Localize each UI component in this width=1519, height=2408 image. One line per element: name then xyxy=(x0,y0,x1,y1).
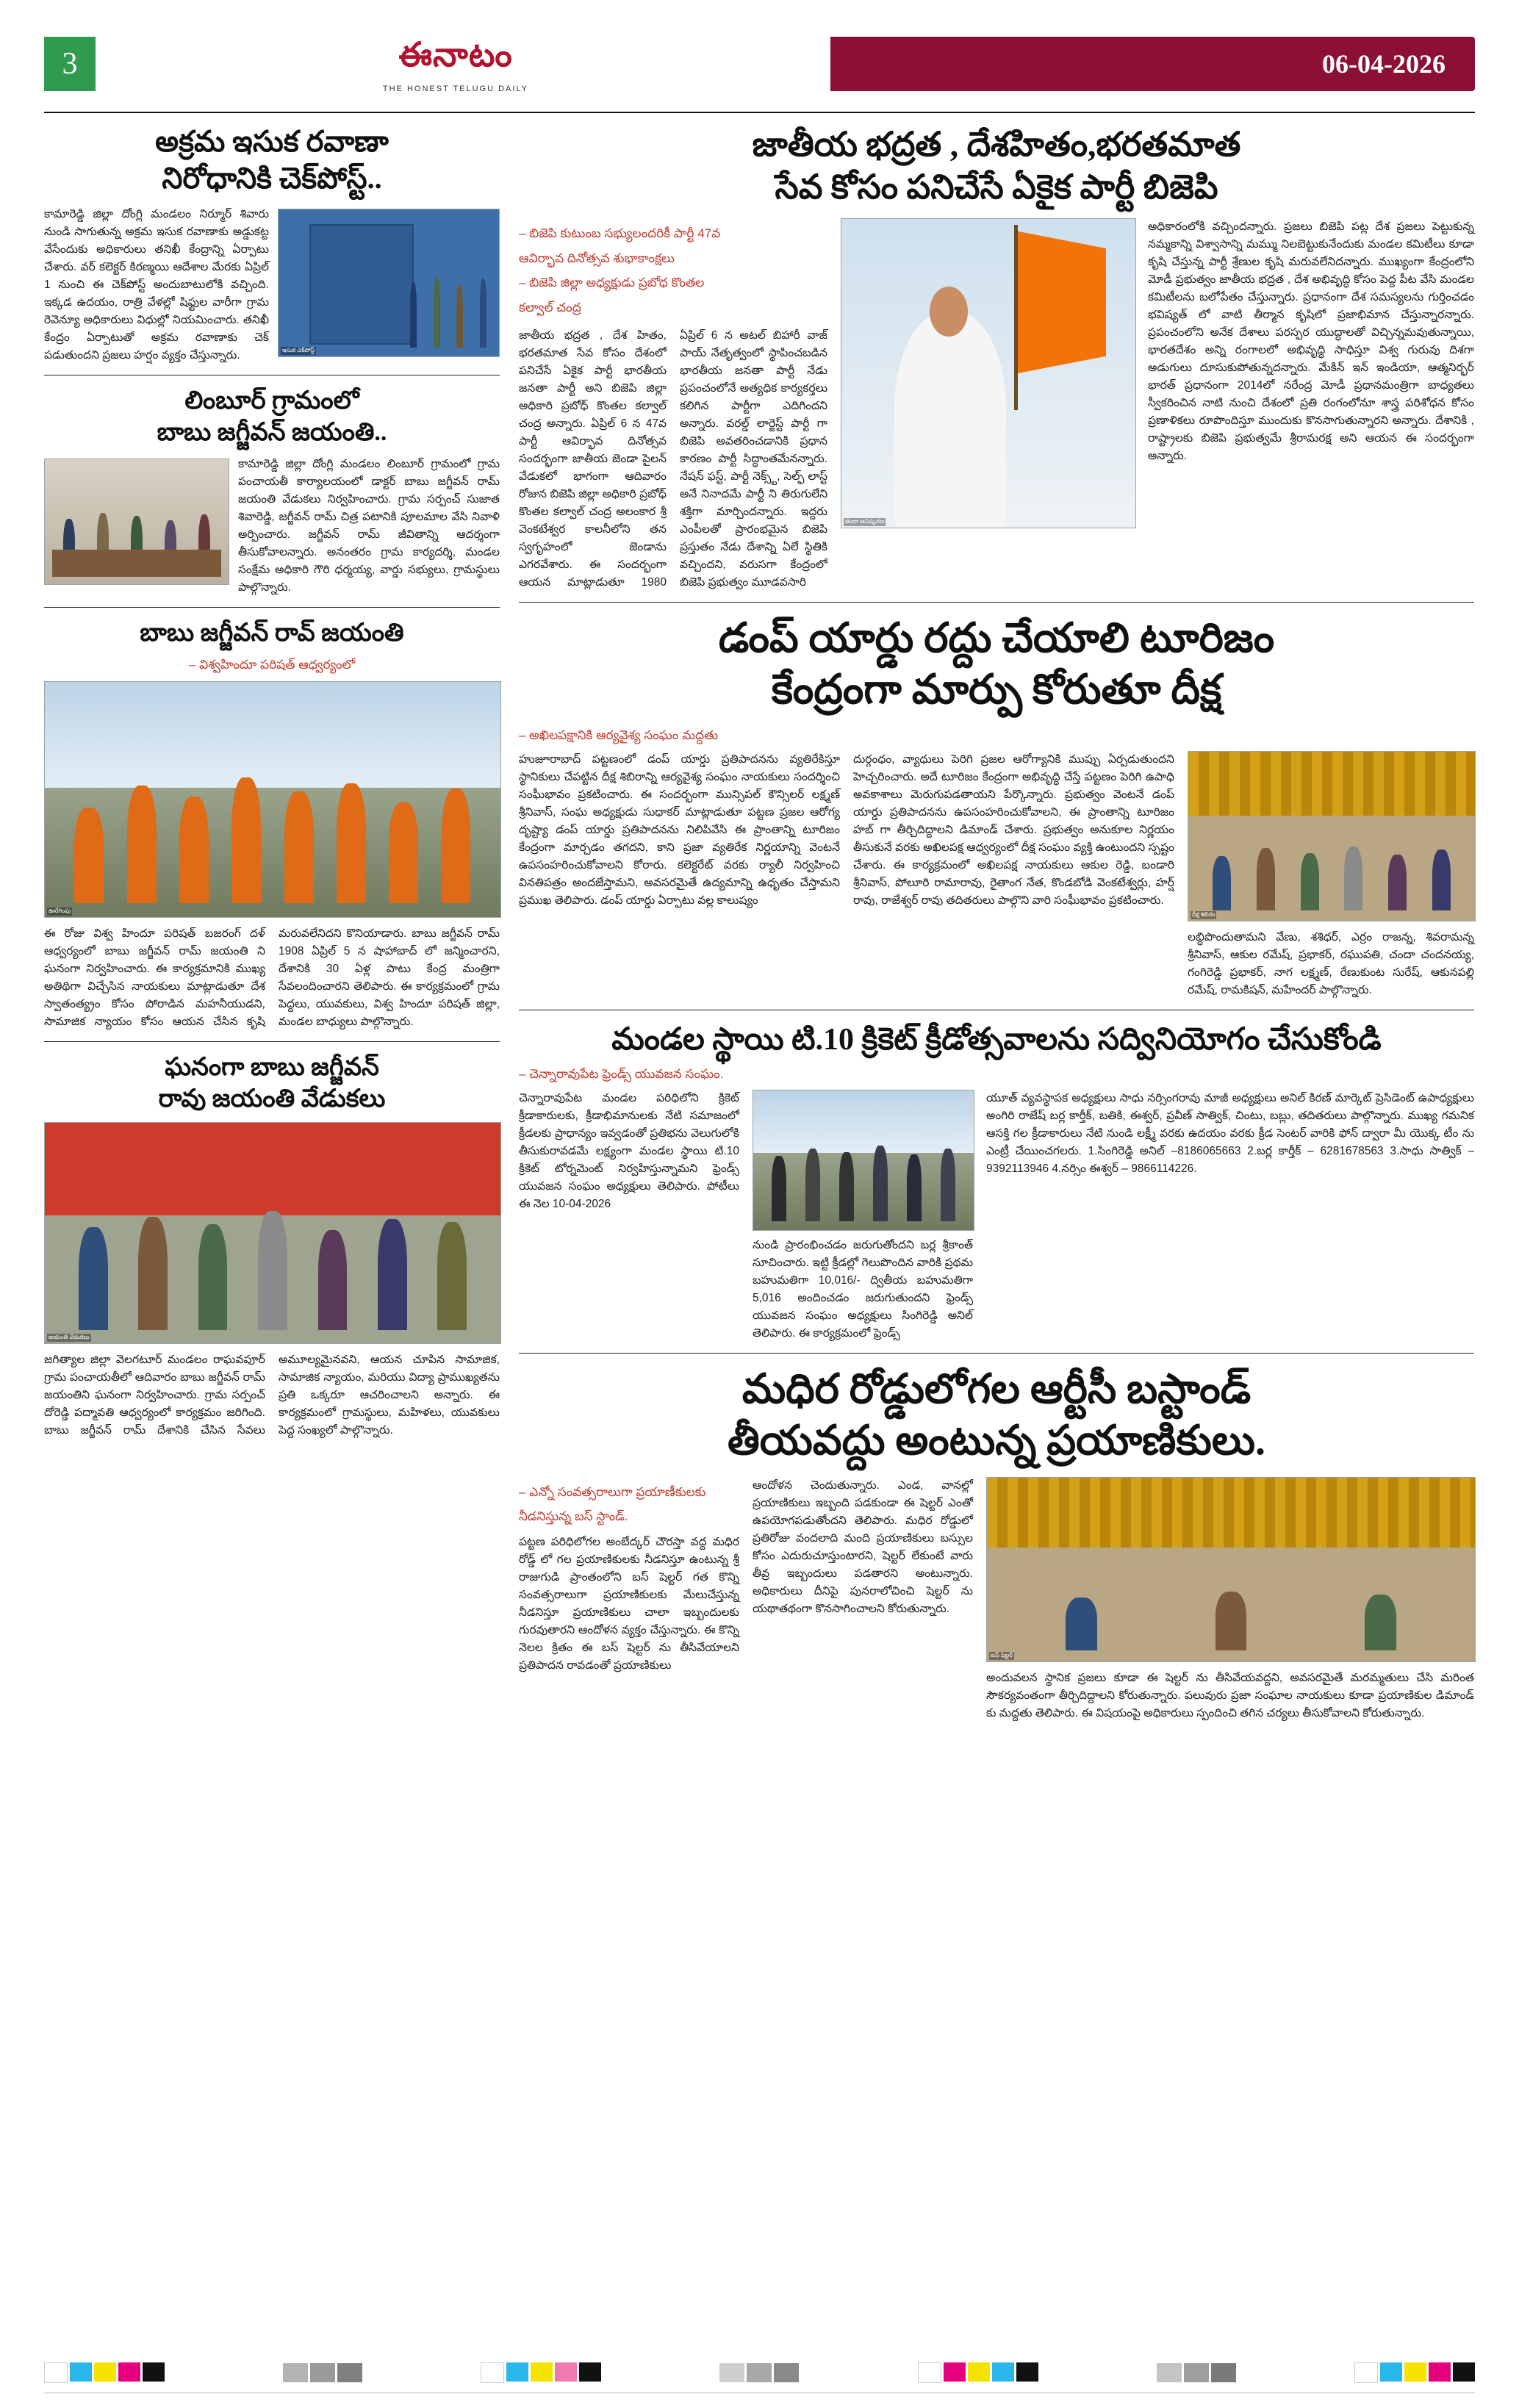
cb-group-4 xyxy=(719,2363,799,2382)
article-headline-line2: రావు జయంతి వేడుకలు xyxy=(158,1085,386,1113)
article-body-col3: లబ్ధిపొందుతామని వేణు, శశిధర్, ఎర్రం రాజన్న, శివరామన్న శ్రీనివాస్, ఆకుల రమేష్, ప్రభాకర్, రఘుపతి, చందా చందనయ్య, గంగిరెడ్డి ప్రభాకర్, నాగ లక్ష్మణ్, రేణుకుంట సురేష్, ఆకునపల్లి రమేష్, రామకిషన్, మహేందర్ పాల్గొన్నారు. xyxy=(1188,930,1474,996)
swatch xyxy=(1211,2363,1236,2382)
cb-group-7 xyxy=(1354,2362,1475,2383)
swatch xyxy=(506,2362,528,2382)
swatch xyxy=(1404,2362,1426,2382)
article-kicker-line1: – ఎన్నో సంవత్సరాలుగా ప్రయాణీకులకు xyxy=(519,1484,706,1499)
article-headline: మధిర రోడ్డులోగల ఆర్టీసీ బస్టాండ్ xyxy=(741,1366,1252,1412)
article-jagjivan-vhp xyxy=(44,618,500,1031)
logo-title: ఈనాటం xyxy=(398,35,513,73)
article-kicker: – చెన్నారావుపేట ఫ్రెండ్స్ యువజన సంఘం. xyxy=(519,1067,724,1082)
swatch xyxy=(1429,2362,1451,2382)
right-column xyxy=(519,123,1474,1722)
photo-caption: జెండా ఆవిష్కరణ xyxy=(845,518,885,525)
swatch xyxy=(481,2362,504,2383)
swatch xyxy=(918,2362,941,2383)
color-calibration-bar xyxy=(44,2362,1475,2383)
swatch xyxy=(531,2362,553,2382)
article-headline-line2: తీయవద్దు అంటున్న ప్రయాణికులు. xyxy=(727,1417,1266,1464)
article-kicker-line1: – బిజెపి కుటుంబ సభ్యులందరికీ పార్టీ 47వ xyxy=(519,226,721,240)
swatch xyxy=(283,2363,308,2382)
article-body: జగిత్యాల జిల్లా వెలగటూర్ మండలం రాఘవపూర్ గ్రామ పంచాయతీలో ఆదివారం బాబు జగ్జీవన్ రామ్ జయంతిని ఘనంగా నిర్వహించారు. గ్రామ సర్పంచ్ దోరెడ్డి పద్మావతి ఆధ్వర్యంలో కార్యక్రమం జరిగింది. బాబు జగ్జీవన్ రామ్ దేశానికి చేసిన సేవలు అమూల్యమైనవని, ఆయన చూపిన సామాజిక, సామాజిక న్యాయం, మరియు విద్యా ప్రాముఖ్యతను ప్రతి ఒక్కరూ ఆచరించాలని అన్నారు. ఈ కార్యక్రమంలో గ్రామస్థులు, మహిళలు, యువకులు పెద్ద సంఖ్యలో పాల్గొన్నారు. xyxy=(44,1354,500,1437)
article-jagjivan-raghavapur xyxy=(44,1052,500,1440)
article-photo xyxy=(44,459,229,585)
page-content xyxy=(44,123,1475,1722)
cb-group-5 xyxy=(918,2362,1038,2383)
article-headline-line2: సేవ కోసం పనిచేసే ఏకైక పార్టీ బిజెపి xyxy=(775,168,1218,206)
photo-caption: దీక్ష శిబిరం xyxy=(1192,910,1215,918)
swatch xyxy=(968,2362,990,2382)
article-cricket-tournament xyxy=(519,1021,1474,1343)
photo-caption: ఊరేగింపు xyxy=(49,908,71,915)
article-kicker-line2: ఆవిర్భావ దినోత్సవ శుభాకాంక్షలు xyxy=(519,251,675,265)
article-body-col3: యూత్ వ్యవస్థాపక అధ్యక్షులు సాధు నర్సింగరావు మాజీ అధ్యక్షులు అనిల్ కిరణ్ మార్కెట్ ప్రెసిడెంట్ ఉపాధ్యక్షులు అంగిరి రాజేష్ బర్ల కార్తీక్, బతికి, ఈశ్వర్, ప్రవీణ్ సాత్విక్, చింటు, బబ్లు, తదితరులు పాల్గొన్నారు. ముఖ్య గమనిక ఆసక్తి గల క్రీడాకారులు నేటి నుండి లక్ష్మీ వరకు ఉదయం వరకు క్రీడ సెంటర్ వారికి ఫోన్ ద్వారా మీ యొక్క టీం ను ఎంట్రీ చేయించగలరు. 1.సింగిరెడ్డి అనిల్ –8186065663 2.బర్ల కార్తీక్ – 6281678563 3.సాధు సాత్విక్ – 9392113946 4.నర్సిం ఈశ్వర్ – 9866114226. xyxy=(986,1091,1474,1175)
article-kicker-line2: నీడనిస్తున్న బస్ స్టాండ్. xyxy=(519,1509,628,1524)
article-body-col2: నుండి ప్రారంభించడం జరుగుతోందని బర్ల శ్రీకాంత్ సూచించారు. ఇట్టి క్రీడల్లో గెలుపొందిన వారికి ప్రథమ బహుమతిగా 10,016/- ద్వితీయ బహుమతిగా 5,016 అందించడం జరుగుతుందని ఫ్రెండ్స్ యువజన సంఘం అధ్యక్షులు సింగిరెడ్డి అనిల్ తెలిపారు. ఈ కార్యక్రమంలో ఫ్రెండ్స్ xyxy=(753,1238,973,1340)
article-kicker: – అఖిలపక్షానికి ఆర్యవైశ్య సంఘం మద్దతు xyxy=(519,728,719,743)
swatch xyxy=(1354,2362,1378,2383)
swatch xyxy=(310,2363,335,2382)
article-body-col2: దుర్గంధం, వ్యాధులు పెరిగి ప్రజల ఆరోగ్యానికి ముప్పు ఏర్పడుతుందని హెచ్చరించారు. అదే టూరిజం కేంద్రంగా అభివృద్ధి చేస్తే పట్టణం పెరిగి ఉపాధి అవకాశాలు మెరుగుపడతాయని పేర్కొన్నారు. ప్రభుత్వం వెంటనే డంప్ యార్డు ప్రతిపాదనను ఉపసంహరించుకోవాలని, ఈ ప్రాంతాన్ని టూరిజం హబ్ గా తీర్చిదిద్దాలని డిమాండ్ చేశారు. ప్రభుత్వం అనుకూల నిర్ణయం తీసుకునే వరకు అఖిలపక్ష ఆధ్వర్యంలో దీక్ష సంఘం వ్యక్తి ఉంటుందని స్పష్టం చేశారు. ఈ కార్యక్రమంలో అఖిలపక్ష నాయకులు ఆకుల రెడ్డి, బండారి శ్రీనివాస్, పోలూరి రామారావు, రైతాంగ నేత, కొండబోడి వెంకటేశ్వర్లు, హర్ష్ రావు, రాజేశ్వర్ రావు తదితరులు పాల్గొని వారి సంఘీభావం ప్రకటించారు. xyxy=(853,752,1174,907)
cb-group-1 xyxy=(44,2362,165,2383)
publication-date: 06-04-2026 xyxy=(1322,49,1446,79)
article-bus-stand xyxy=(519,1364,1474,1722)
article-body-col2: ఆందోళన చెందుతున్నారు. ఎండ, వానల్లో ప్రయాణికులు ఇబ్బంది పడకుండా ఈ షెల్టర్ ఎంతో ఉపయోగపడుతోందని తెలిపారు. మధిర రోడ్డులో ప్రతిరోజు వందలాది మంది ప్రయాణికులు బస్సుల కోసం ఎదురుచూస్తుంటారని, షెల్టర్ లేకుంటే వారు తీవ్ర ఇబ్బందులు పడతారని అంటున్నారు. అధికారులు దీనిపై పునరాలోచించి షెల్టర్ ను యథాతథంగా కొనసాగించాలని కోరుతున్నారు. xyxy=(753,1478,973,1615)
page-number: 3 xyxy=(44,37,96,91)
article-body: కామారెడ్డి జిల్లా దోంగ్లి మండలం నిర్మూర్ శివారు నుండి సాగుతున్న అక్రమ ఇసుక రవాణాకు అడ్డుకట్ట వేసేందుకు అధికారులు తనిఖీ కేంద్రాన్ని ఏర్పాటు చేశారు. వర్ కలెక్టర్ కిరణ్మయి ఆదేశాల మేరకు ఏప్రిల్ 1 నుంచి ఈ చెక్‌పోస్ట్ అందుబాటులోకి వచ్చింది. ఇక్కడ ఉదయం, రాత్రి వేళల్లో షిఫ్టుల వారీగా గ్రామ రెవెన్యూ అధికారులు విధుల్లో నియమించారు. తనిఖీ కేంద్రం ఏర్పాటుతో అక్రమ రవాణాకు చెక్ పడుతుందని ప్రజలు హర్షం వ్యక్తం చేస్తున్నారు. xyxy=(44,208,269,362)
article-headline: అక్రమ ఇసుక రవాణా xyxy=(155,125,389,158)
article-photo xyxy=(986,1477,1476,1662)
article-body: కామారెడ్డి జిల్లా దోంగ్లి మండలం లింబూర్ గ్రామంలో గ్రామ పంచాయతీ కార్యాలయంలో డాక్టర్ బాబు జగ్జీవన్ రామ్ జయంతి వేడుకలు నిర్వహించారు. గ్రామ సర్పంచ్ సుజాత శివారెడ్డి, జగ్జీవన్ రామ్ చిత్ర పటానికి పూలమాల వేసి నివాళి అర్పించారు. జగ్జీవన్ రామ్ జీవితాన్ని ఆదర్శంగా తీసుకోవాలన్నారు. అనంతరం గ్రామ కార్యదర్శి, మండల సంక్షేమ అధికారి గౌరి ధర్మయ్య, వార్డు సభ్యులు, గ్రామస్థులు పాల్గొన్నారు. xyxy=(238,458,500,594)
article-kicker: – విశ్వహిందూ పరిషత్ ఆధ్వర్యంలో xyxy=(188,657,356,672)
cb-group-3 xyxy=(481,2362,601,2383)
article-photo xyxy=(278,209,500,357)
article-jagjivan-limbur xyxy=(44,386,500,597)
swatch xyxy=(70,2362,92,2382)
article-kicker-line4: కల్వాల్ చంద్ర xyxy=(519,300,581,315)
swatch xyxy=(1184,2363,1209,2382)
swatch xyxy=(719,2363,744,2382)
article-photo xyxy=(44,1122,501,1344)
swatch xyxy=(774,2363,799,2382)
swatch xyxy=(944,2362,966,2382)
logo-subtitle: THE HONEST TELUGU DAILY xyxy=(382,84,529,93)
article-photo xyxy=(44,681,501,918)
swatch xyxy=(992,2362,1014,2382)
article-photo xyxy=(841,218,1136,528)
article-headline: ఘనంగా బాబు జగ్జీవన్ xyxy=(165,1054,379,1082)
swatch xyxy=(555,2362,577,2382)
article-headline-line2: కేంద్రంగా మార్పు కోరుతూ దీక్ష xyxy=(771,667,1222,714)
article-photo xyxy=(753,1090,974,1231)
swatch xyxy=(1016,2362,1038,2382)
cb-group-2 xyxy=(283,2363,362,2382)
article-body-col1: పట్టణ పరిధిలోగల అంబేద్కర్ చౌరస్తా వద్ద మధిర రోడ్డ్ లో గల ప్రయాణికులకు నీడనిస్తూ ఉంటున్న శ్రీ రాజుగుడి ప్రాంతంలోని బస్ షెల్టర్ గత కొన్ని సంవత్సరాలుగా ప్రయాణికులకు మేలుచేస్తున్న నీడనిస్తూ ప్రయాణికులు చాలా ఇబ్బందులకు గురవుతారని ఆందోళన వ్యక్తం చేస్తున్నారు. ఈ కొన్ని నెలల క్రితం ఈ బస్ షెల్టర్ ను తీసివేయాలని ప్రతిపాదన రావడంతో ప్రయాణికులు xyxy=(519,1535,739,1672)
newspaper-logo xyxy=(338,31,573,97)
swatch xyxy=(337,2363,362,2382)
article-body-col1: హుజూరాబాద్ పట్టణంలో డంప్ యార్డు ప్రతిపాదనను వ్యతిరేకిస్తూ స్థానికులు చేపట్టిన దీక్ష శిబిరాన్ని ఆర్యవైశ్య సంఘం నాయకులు సందర్శించి సంఘీభావం ప్రకటించారు. ఈ సందర్భంగా మున్సిపల్ కౌన్సిలర్ లక్ష్మణ్ శ్రీనివాస్, సంఘ అధ్యక్షుడు సుధాకర్ మాట్లాడుతూ పట్టణ ప్రజల ఆరోగ్య దృష్ట్యా డంప్ యార్డు ప్రతిపాదనను నిలిపివేసి ఈ ప్రాంతాన్ని టూరిజం కేంద్రంగా మార్చడం తగదని, కాని ప్రజా వ్యతిరేక నిర్ణయాన్ని వెంటనే ఉపసంహరించుకోవాలని కోరారు. కలెక్టరేట్ వరకు ర్యాలీ నిర్వహించి వినతిపత్రం అందజేస్తామని, అవసరమైతే ఉద్యమాన్ని ఉధృతం చేస్తామని ప్రముఖ తెలిపారు. డంప్ యార్డు ఏర్పాటు వల్ల కాలుష్యం xyxy=(519,752,840,907)
article-body-col3: అందువలన స్థానిక ప్రజలు కూడా ఈ షెల్టర్ ను తీసివేయవద్దని, అవసరమైతే మరమ్మతులు చేసి మరింత సౌకర్యవంతంగా తీర్చిదిద్దాలని కోరుతున్నారు. పలువురు ప్రజా సంఘాల నాయకులు కూడా ప్రయాణికుల డిమాండ్ కు మద్దతు తెలిపారు. ఈ విషయంపై అధికారులు స్పందించి తగిన చర్యలు తీసుకోవాలని కోరుతున్నారు. xyxy=(986,1671,1474,1719)
swatch xyxy=(94,2362,116,2382)
photo-caption: జయంతి వేడుకలు xyxy=(49,1334,90,1341)
article-kicker-line3: – బిజెపి జిల్లా అధ్యక్షుడు ప్రబోధ కొంతల xyxy=(519,276,705,290)
article-bjp-foundation-day xyxy=(519,123,1474,592)
article-body-left: జాతీయ భద్రత , దేశ హితం, భరతమాత సేవ కోసం దేశంలో పనిచేసే ఏకైక పార్టీ భారతీయ జనతా పార్టీ అని బిజెపి జిల్లా అధికారి ప్రబోధ్ కొంతల కల్వాల్ చంద్ర అన్నారు. ఏప్రిల్ 6 న 47వ పార్టీ ఆవిర్భావ దినోత్సవ సందర్భంగా జాతీయ జెండా పైలన్ వేడుకలో భాగంగా ఆదివారం రోజున బిజెపి జిల్లా అధికారి ప్రబోధ్ కొంతల కల్వాల్ చంద్ర అలంకార శ్రీ వెంకటేశ్వర కాలనీలోని తన స్వగృహంలో జెండాను ఎగరవేశారు. ఈ సందర్భంగా ఆయన మాట్లాడుతూ 1980 ఏప్రిల్ 6 న అటల్ బిహారీ వాజ్ పాయ్ నేతృత్వంలో స్థాపించబడిన భారతీయ జనతా పార్టీ నేడు ప్రపంచంలోనే అత్యధిక కార్యకర్తలు కలిగిన పార్టీగా ఎదిగిందని అన్నారు. వరల్డ్ లార్జెస్ట్ పార్టీ గా బిజెపి అవతరించడానికి ప్రధాన కారణం పార్టీ సిద్ధాంతమేనన్నారు. నేషన్ ఫస్ట్, పార్టీ నెక్స్ట్, సెల్ఫ్ లాస్ట్ అనే నినాదమే పార్టీ ని తిరుగులేని శక్తిగా మార్చిందన్నారు. ఇద్దరు ఎంపీలతో ప్రారంభమైన బిజెపి ప్రస్తుతం నేడు దేశాన్ని ఏలే స్థితికి వచ్చిందని, వరుసగా కేంద్రంలో బిజెపి ప్రభుత్వం మూడవసారి xyxy=(519,329,827,589)
article-headline-line2: నిరోధానికి చెక్‌పోస్ట్.. xyxy=(162,162,382,195)
swatch xyxy=(1453,2362,1475,2382)
article-photo xyxy=(1188,751,1476,921)
article-headline: డంప్ యార్డు రద్దు చేయాలి టూరిజం xyxy=(718,616,1275,662)
article-headline: మండల స్థాయి టి.10 క్రికెట్ క్రీడోత్సవాలను సద్వినియోగం చేసుకోండి xyxy=(611,1022,1382,1057)
photo-caption: బస్ షెల్టర్ xyxy=(991,1651,1013,1658)
swatch xyxy=(143,2362,165,2382)
article-headline-line2: బాబు జగ్జీవన్ జయంతి.. xyxy=(157,418,387,446)
swatch xyxy=(1157,2363,1182,2382)
swatch xyxy=(118,2362,140,2382)
masthead-rule xyxy=(44,112,1475,113)
newspaper-page xyxy=(0,21,1519,2408)
article-body-col1: చెన్నారావుపేట మండల పరిధిలోని క్రికెట్ క్రీడాకారులకు, క్రీడాభిమానులకు నేటి సమాజంలో క్రీడలకు ప్రాధాన్యం ఇవ్వడంతో ప్రతిభను వెలుగులోకి తీసుకురావడమే లక్ష్యంగా మండల స్థాయి టి.10 క్రికెట్ టోర్నమెంట్ నిర్వహిస్తున్నామని ఫ్రెండ్స్ యువజన సంఘం అధ్యక్షులు తెలిపారు. పోటీలు ఈ నెల 10-04-2026 xyxy=(519,1091,739,1210)
article-dump-yard xyxy=(519,613,1474,999)
article-body: ఈ రోజు విశ్వ హిందూ పరిషత్ బజరంగ్ దళ్ ఆధ్వర్యంలో బాబు జగ్జీవన్ రామ్ జయంతి ని ఘనంగా నిర్వహించారు. ఈ కార్యక్రమానికి ముఖ్య అతిథిగా విచ్చేసిన నాయకులు మాట్లాడుతూ దేశ స్వాతంత్య్రం కోసం పోరాడిన మహనీయుడని, సామాజిక న్యాయం కోసం ఆయన చేసిన కృషి మరువలేనిదని కొనియాడారు. బాబు జగ్జీవన్ రామ్ 1908 ఏప్రిల్ 5 న షాహాబాద్ లో జన్మించారని, దేశానికి 30 ఏళ్ల పాటు కేంద్ర మంత్రిగా సేవలందించారని తెలిపారు. ఈ కార్యక్రమంలో గ్రామ పెద్దలు, యువకులు, విశ్వ హిందూ పరిషత్ జిల్లా, మండల బాధ్యులు పాల్గొన్నారు. xyxy=(44,927,500,1029)
photo-caption: ఇసుక చెక్‌పోస్ట్ xyxy=(282,347,315,353)
cb-group-6 xyxy=(1157,2363,1236,2382)
article-headline: జాతీయ భద్రత , దేశహితం,భరతమాత xyxy=(752,126,1241,163)
swatch xyxy=(747,2363,772,2382)
left-column xyxy=(44,123,500,1722)
swatch xyxy=(44,2362,68,2383)
masthead xyxy=(44,21,1475,109)
swatch xyxy=(1380,2362,1402,2382)
article-headline: బాబు జగ్జీవన్ రావ్ జయంతి xyxy=(140,619,404,647)
swatch xyxy=(579,2362,601,2382)
article-body-right: అధికారంలోకి వచ్చిందన్నారు. ప్రజలు బిజెపి పట్ల దేశ ప్రజలు పెట్టుకున్న నమ్మకాన్ని విశ్వాసాన్ని మమ్ము నిలబెట్టుకునేందుకు మండల కమిటీలు కూడా కృషి చేస్తున్న పార్టీ శ్రేణుల కృషి మరువలేనిదన్నారు. ముఖ్యంగా కేంద్రంలోని మోడీ ప్రభుత్వం జాతీయ భద్రత , దేశ అభివృద్ధి కోసం పెద్ద పీట వేసి మండల కమిటీలను బలోపేతం చేస్తున్నారు. ప్రధానంగా దేశ సమస్యలను గుర్తించడం భవిష్యత్ లో వాటి తీర్మాన కృషిలో ప్రజాభిమాన చేస్తున్నారన్నారు. ప్రపంచంలోని అనేక దేశాలు పరస్పర యుద్ధాలతో విచ్చిన్నమవుతున్నాయి, భారతదేశం అన్ని రంగాలలో అభివృద్ధి సాధిస్తూ విశ్వ గురువు దిశగా అడుగులు దూసుకుపోతున్నదన్నారు. మేకిన్ ఇన్ ఇండియా, ఆత్మనిర్భర్ భారత్ ప్రధానంగా 2014లో నరేంద్ర మోడీ ప్రధానమంత్రిగా బాధ్యతలు స్వీకరించిన నాటి నుంచి దేశంలో ప్రతి రంగంలోనూ శాస్త్ర పరిశోధన కోసం ప్రణాళికలు రూపొందిస్తూ ముందుకు కొనసాగుతున్నారని అన్నారు. దేశానికి , రాష్ట్రాలకు బిజెపి ప్రభుత్వమే శ్రీరామరక్ష అని ఆయన ఈ సందర్భంగా అన్నారు. xyxy=(1148,220,1474,463)
article-headline: లింబూర్ గ్రామంలో xyxy=(184,387,359,415)
article-sand-checkpost xyxy=(44,123,500,364)
